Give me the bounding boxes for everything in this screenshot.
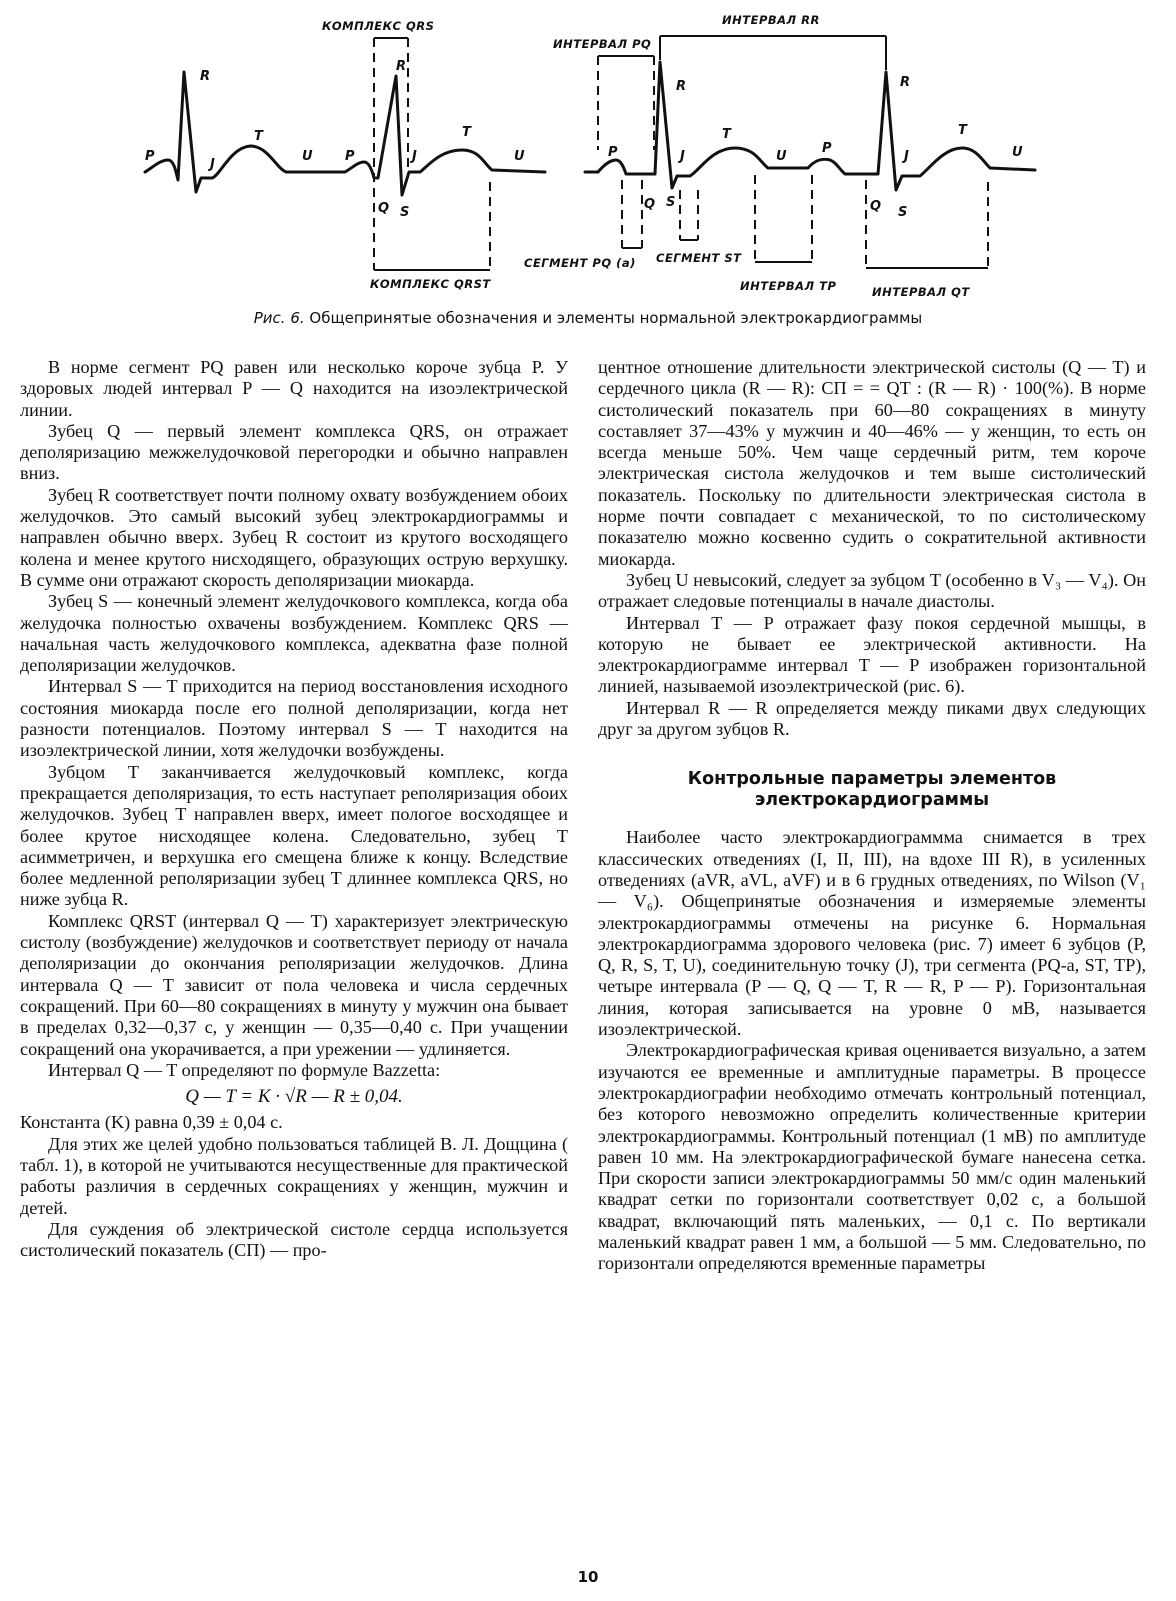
wave-p-left2: P (345, 149, 355, 164)
label-interval-tp: ИНТЕРВАЛ TP (740, 279, 837, 293)
wave-q-left: Q (378, 201, 390, 216)
wave-j-left2: J (412, 149, 417, 164)
label-interval-rr: ИНТЕРВАЛ RR (722, 13, 820, 27)
caption-text: Общепринятые обозначения и элементы нормальной электрокардиограммы (304, 309, 923, 327)
paragraph: центное отношение длительности электрической систолы (Q — T) и сердечного цикла (R — R): СП = = QT : (R — R) · 100(%). В норме систолический показатель при 60—80 сокращениях в минуту составляет 37—43% у мужчин и 40—46% — у женщин, то есть он всегда меньше 50%. Чем чаще сердечный ритм, тем короче электрическая систола желудочков и тем выше систолический показатель. Поскольку по длительности электрическая систола в норме почти совпадает с механической, то по систолическому показателю можно косвенно судить о сократительной активности миокарда. (598, 357, 1146, 569)
wave-u-right: U (776, 149, 787, 164)
paragraph: В норме сегмент PQ равен или несколько короче зубца P. У здоровых людей интервал P — Q находится на изоэлектрической линии. (20, 357, 568, 420)
paragraph: Интервал R — R определяется между пиками двух следующих друг за другом зубцов R. (598, 697, 1146, 740)
ecg-figure (0, 0, 1176, 310)
wave-r-left2: R (396, 59, 407, 74)
wave-j-right: J (680, 149, 685, 164)
right-column (598, 357, 1146, 1275)
label-complex-qrs: КОМПЛЕКС QRS (322, 19, 435, 33)
caption-number: Рис. 6. (253, 309, 305, 327)
left-column (20, 357, 568, 1261)
label-interval-qt: ИНТЕРВАЛ QT (872, 285, 970, 299)
wave-t-right2: T (958, 123, 967, 138)
wave-q-right2: Q (870, 199, 882, 214)
wave-t-left2: T (462, 125, 471, 140)
paragraph: Зубец R соответствует почти полному охвату возбуждением обоих желудочков. Это самый высокий зубец электрокардиограммы и направлен обычно вверх. Зубец R состоит из крутого восходящего колена и менее крутого нисходящего, образующих острую верхушку. В сумме они отражают скорость деполяризации миокарда. (20, 484, 568, 590)
ecg-trace-right (585, 62, 1035, 190)
wave-p-right2: P (822, 141, 832, 156)
wave-s-right: S (666, 195, 676, 210)
paragraph: Интервал Q — T определяют по формуле Bazzetta: (48, 1059, 441, 1080)
wave-j-left: J (210, 157, 215, 172)
wave-q-right: Q (644, 197, 656, 212)
wave-u-left: U (302, 149, 313, 164)
wave-p-left: P (145, 149, 155, 164)
paragraph: Интервал S — T приходится на период восстановления исходного состояния миокарда после его полной деполяризации, когда нет разности потенциалов. Поэтому интервал S — T находится на изоэлектрической линии, хотя желудочки возбуждены. (20, 676, 568, 761)
wave-r-left: R (200, 69, 211, 84)
paragraph: Для суждения об электрической систоле сердца используется систолический показатель (СП) — про- (20, 1218, 568, 1261)
paragraph: Зубцом T заканчивается желудочковый комплекс, когда прекращается деполяризация, то есть наступает реполяризация обоих желудочков. Зубец T направлен вверх, имеет пологое восходящее и более крутое нисходящее колена. Следовательно, зубец T асимметричен, и верхушка его смещена ближе к концу. Вследствие более медленной реполяризации зубец T длиннее комплекса QRS, но ниже зубца R. (20, 761, 568, 910)
paragraph: Комплекс QRST (интервал Q — T) характеризует электрическую систолу (возбуждение) желудочков и соответствует периоду от начала деполяризации до окончания реполяризации желудочков. Длина интервала Q — T зависит от пола человека и числа сердечных сокращений. При 60—80 сокращениях в минуту у мужчин она бывает в пределах 0,32—0,37 с, у женщин — 0,35—0,40 с. При учащении сокращений она укорачивается, а при урежении — удлиняется. (20, 910, 568, 1059)
paragraph: Зубец Q — первый элемент комплекса QRS, он отражает деполяризацию межжелудочковой перегородки и обычно направлен вниз. (20, 420, 568, 484)
label-interval-pq: ИНТЕРВАЛ PQ (553, 37, 652, 51)
wave-r-right: R (676, 79, 687, 94)
page-number: 10 (577, 1568, 599, 1586)
paragraph: Зубец U невысокий, следует за зубцом T (особенно в V₃ — V₄). Он отражает следовые потенциалы в начале диастолы. (598, 569, 1146, 612)
wave-u-left2: U (514, 149, 525, 164)
paragraph: Электрокардиографическая кривая оценивается визуально, а затем изучаются ее временные и амплитудные параметры. В процессе электрокардиографии необходимо отмечать контрольный потенциал, без которого невозможно определить количественные критерии электрокардиограммы. Контрольный потенциал (1 мВ) по амплитуде равен 10 мм. На электрокардиографической бумаге нанесена сетка. При скорости записи электрокардиограммы 50 мм/с один маленький квадрат сетки по горизонтали соответствует 0,02 с, а большой квадрат, включающий пять маленьких, — 0,1 с. По вертикали маленький квадрат равен 1 мм, а большой — 5 мм. Следовательно, по горизонтали определяются временные параметры (598, 1040, 1146, 1274)
paragraph: Зубец S — конечный элемент желудочкового комплекса, когда оба желудочка полностью охвачены возбуждением. Комплекс QRS — начальная часть желудочкового комплекса, адекватна фазе полной деполяризации желудочков. (20, 591, 568, 676)
paragraph: Константа (K) равна 0,39 ± 0,04 с. (20, 1112, 283, 1133)
label-complex-qrst: КОМПЛЕКС QRST (370, 277, 491, 291)
ecg-trace-left (145, 72, 545, 195)
paragraph: Для этих же целей удобно пользоваться таблицей В. Л. Дощцина ( табл. 1), в которой не учитываются несущественные для практической работы различия в сердечных сокращениях у женщин, мужчин и детей. (20, 1133, 568, 1218)
formula-bazzetta: Q — T = K · √R — R ± 0,04. (185, 1086, 403, 1108)
wave-t-left: T (254, 129, 263, 144)
wave-u-right2: U (1012, 145, 1023, 160)
label-segment-pq: СЕГМЕНТ PQ (a) (524, 256, 636, 270)
figure-caption (0, 309, 1176, 327)
paragraph: Интервал T — P отражает фазу покоя сердечной мышцы, в которую не бывает ее электрической активности. На электрокардиограмме интервал T — P изображен горизонтальной линией, называемой изоэлектрической (рис. 6). (598, 612, 1146, 697)
section-heading: Контрольные параметры элементов электрокардиограммы (687, 769, 1057, 811)
wave-p-right: P (608, 145, 618, 160)
paragraph: Наиболее часто электрокардиограммма снимается в трех классических отведениях (I, II, III), на вдохе III R), в усиленных отведениях (aVR, aVL, aVF) и в 6 грудных отведениях, по Wilson (V₁ — V₆). Общепринятые обозначения и измеряемые элементы электрокардиограммы отмечены на рисунке 6. Нормальная электрокардиограмма здорового человека (рис. 7) имеет 6 зубцов (P, Q, R, S, T, U), соединительную точку (J), три сегмента (PQ-a, ST, TP), четыре интервала (P — Q, Q — T, R — R, P — P). Горизонтальная линия, которая записывается на уровне 0 мВ, называется изоэлектрической. (598, 827, 1146, 1040)
wave-r-right2: R (900, 75, 911, 90)
wave-t-right: T (722, 127, 731, 142)
label-segment-st: СЕГМЕНТ ST (656, 251, 742, 265)
wave-s-right2: S (898, 205, 908, 220)
wave-j-right2: J (904, 149, 909, 164)
wave-s-left: S (400, 205, 410, 220)
